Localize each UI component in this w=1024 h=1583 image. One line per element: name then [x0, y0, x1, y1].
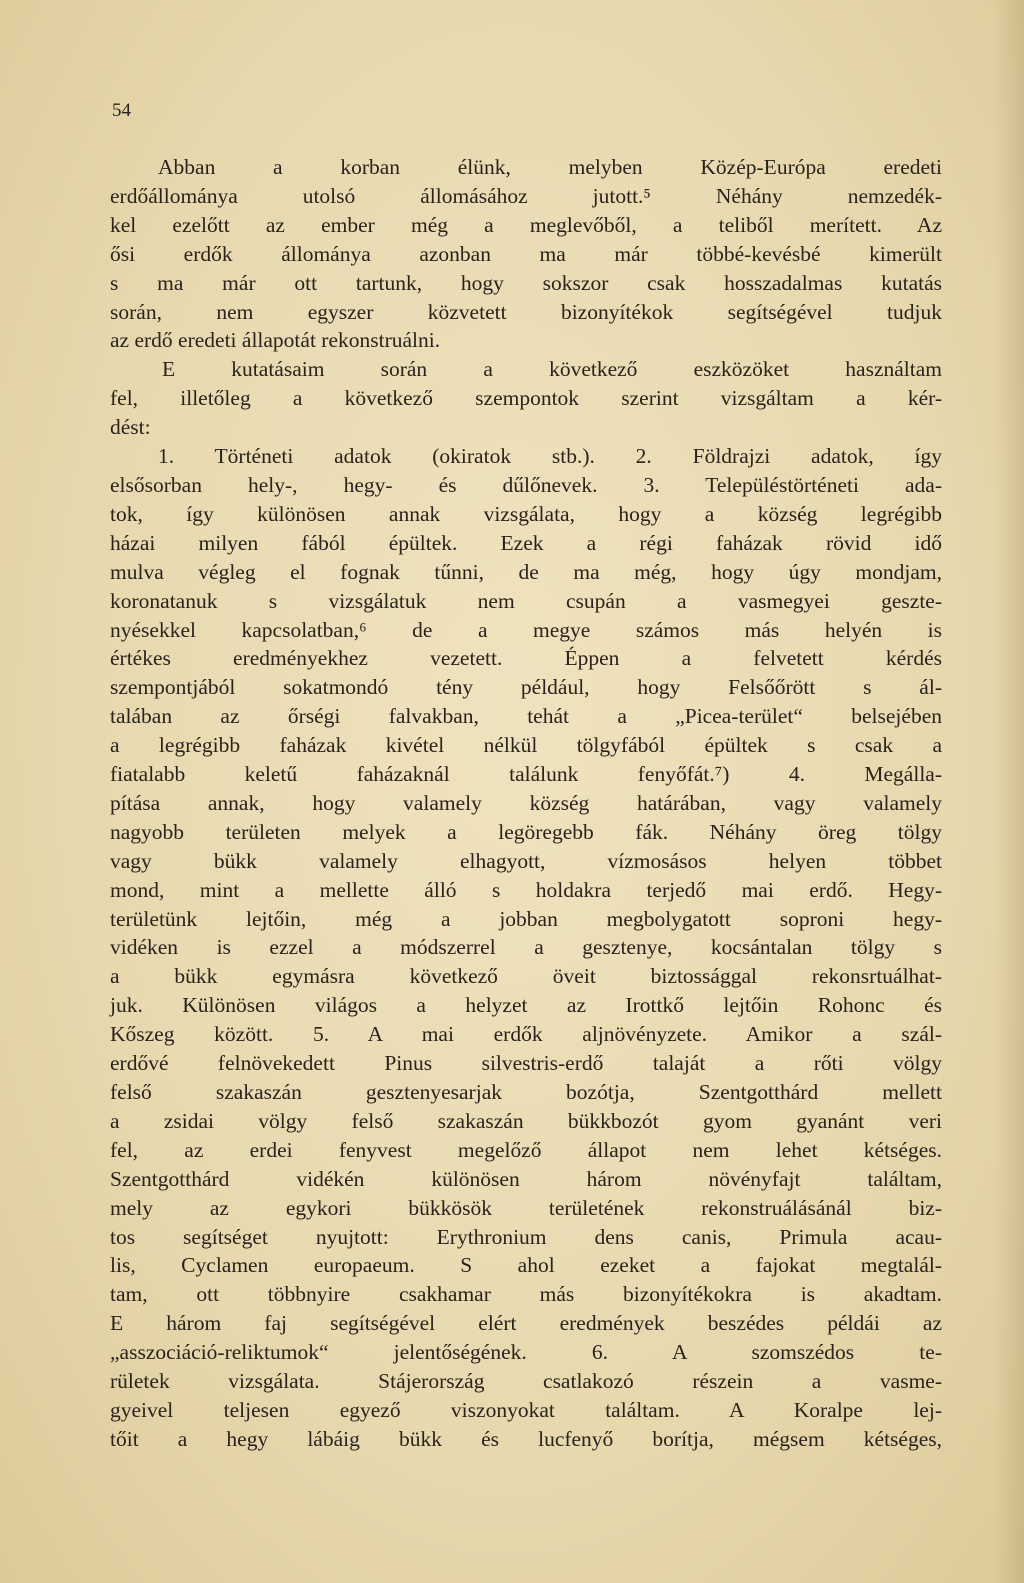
text-line: fel, illetőleg a következő szempontok szerint vizsgáltam a kér- [110, 386, 942, 411]
text-line: nagyobb területen melyek a legöregebb fák. Néhány öreg tölgy [110, 819, 942, 844]
text-line: az erdő eredeti állapotát rekonstruálni. [110, 328, 441, 353]
text-line: E kutatásaim során a következő eszközöket használtam [162, 357, 942, 382]
text-line: a zsidai völgy felső szakaszán bükkbozót gyom gyanánt veri [110, 1108, 942, 1133]
text-line: fel, az erdei fenyvest megelőző állapot nem lehet kétséges. [110, 1137, 942, 1162]
text-line: lis, Cyclamen europaeum. S ahol ezeket a fajokat megtalál- [110, 1253, 942, 1278]
text-line: területünk lejtőin, még a jobban megbolygatott soproni hegy- [110, 906, 942, 931]
text-line: szempontjából sokatmondó tény például, hogy Felsőőrött s ál- [110, 675, 942, 700]
text-line: juk. Különösen világos a helyzet az Irottkő lejtőin Rohonc és [110, 993, 942, 1018]
text-line: talában az őrségi falvakban, tehát a „Picea-terület“ belsejében [110, 704, 942, 729]
text-line: pítása annak, hogy valamely község határában, vagy valamely [110, 790, 942, 815]
text-line: erdőállománya utolsó állomásához jutott.⁵ Néhány nemzedék- [110, 183, 942, 208]
body-text [110, 153, 942, 1454]
text-line: a legrégibb faházak kivétel nélkül tölgyfából épültek s csak a [110, 733, 942, 758]
text-line: fiatalabb keletű faházaknál találunk fenyőfát.⁷) 4. Megálla- [110, 762, 942, 787]
text-line: rületek vizsgálata. Stájerország csatlakozó részein a vasme- [110, 1369, 942, 1394]
text-line: vidéken is ezzel a módszerrel a gesztenye, kocsántalan tölgy s [110, 935, 942, 960]
page-spine-shadow [994, 0, 1024, 1583]
text-line: Szentgotthárd vidékén különösen három növényfajt találtam, [110, 1166, 942, 1191]
text-line: a bükk egymásra következő öveit biztossággal rekonsrtuálhat- [110, 964, 942, 989]
text-line: vagy bükk valamely elhagyott, vízmosásos helyen többet [110, 848, 942, 873]
text-line: Abban a korban élünk, melyben Közép-Európa eredeti [158, 155, 942, 179]
text-line: mulva végleg el fognak tűnni, de ma még, hogy úgy mondjam, [110, 559, 942, 584]
text-line: tok, így különösen annak vizsgálata, hogy a község legrégibb [110, 501, 942, 526]
text-line: értékes eredményekhez vezetett. Éppen a felvetett kérdés [110, 646, 942, 671]
page-number: 54 [112, 100, 131, 121]
text-line: ősi erdők állománya azonban ma már többé-kevésbé kimerült [110, 241, 942, 266]
text-line: „asszociáció-reliktumok“ jelentőségének. 6. A szomszédos te- [110, 1340, 942, 1365]
text-line: tam, ott többnyire csakhamar más bizonyítékokra is akadtam. [110, 1282, 942, 1307]
text-line: mond, mint a mellette álló s holdakra terjedő mai erdő. Hegy- [110, 877, 942, 902]
text-line: tőit a hegy lábáig bükk és lucfenyő borítja, mégsem kétséges, [110, 1426, 942, 1451]
text-line: 1. Történeti adatok (okiratok stb.). 2. Földrajzi adatok, így [158, 444, 942, 469]
text-line: gyeivel teljesen egyező viszonyokat találtam. A Koralpe lej- [110, 1397, 942, 1422]
text-line: nyésekkel kapcsolatban,⁶ de a megye számos más helyén is [110, 617, 942, 642]
text-line: koronatanuk s vizsgálatuk nem csupán a vasmegyei geszte- [110, 588, 942, 613]
text-line: során, nem egyszer közvetett bizonyítékok segítségével tudjuk [110, 299, 942, 324]
text-line: felső szakaszán gesztenyesarjak bozótja, Szentgotthárd mellett [110, 1080, 942, 1104]
text-line: házai milyen fából épültek. Ezek a régi faházak rövid idő [110, 530, 942, 555]
text-line: Kőszeg között. 5. A mai erdők aljnövényzete. Amikor a szál- [110, 1022, 942, 1047]
text-line: tos segítséget nyujtott: Erythronium dens canis, Primula acau- [110, 1224, 942, 1249]
text-line: kel ezelőtt az ember még a meglevőből, a teliből merített. Az [110, 212, 942, 237]
text-line: s ma már ott tartunk, hogy sokszor csak hosszadalmas kutatás [110, 270, 942, 295]
text-line: elsősorban hely-, hegy- és dűlőnevek. 3. Településtörténeti ada- [110, 472, 942, 497]
text-line: mely az egykori bükkösök területének rekonstruálásánál biz- [110, 1195, 942, 1220]
text-line: E három faj segítségével elért eredmények beszédes példái az [110, 1311, 942, 1336]
text-line: dést: [110, 415, 151, 440]
text-line: erdővé felnövekedett Pinus silvestris-erdő talaját a rőti völgy [110, 1051, 942, 1076]
